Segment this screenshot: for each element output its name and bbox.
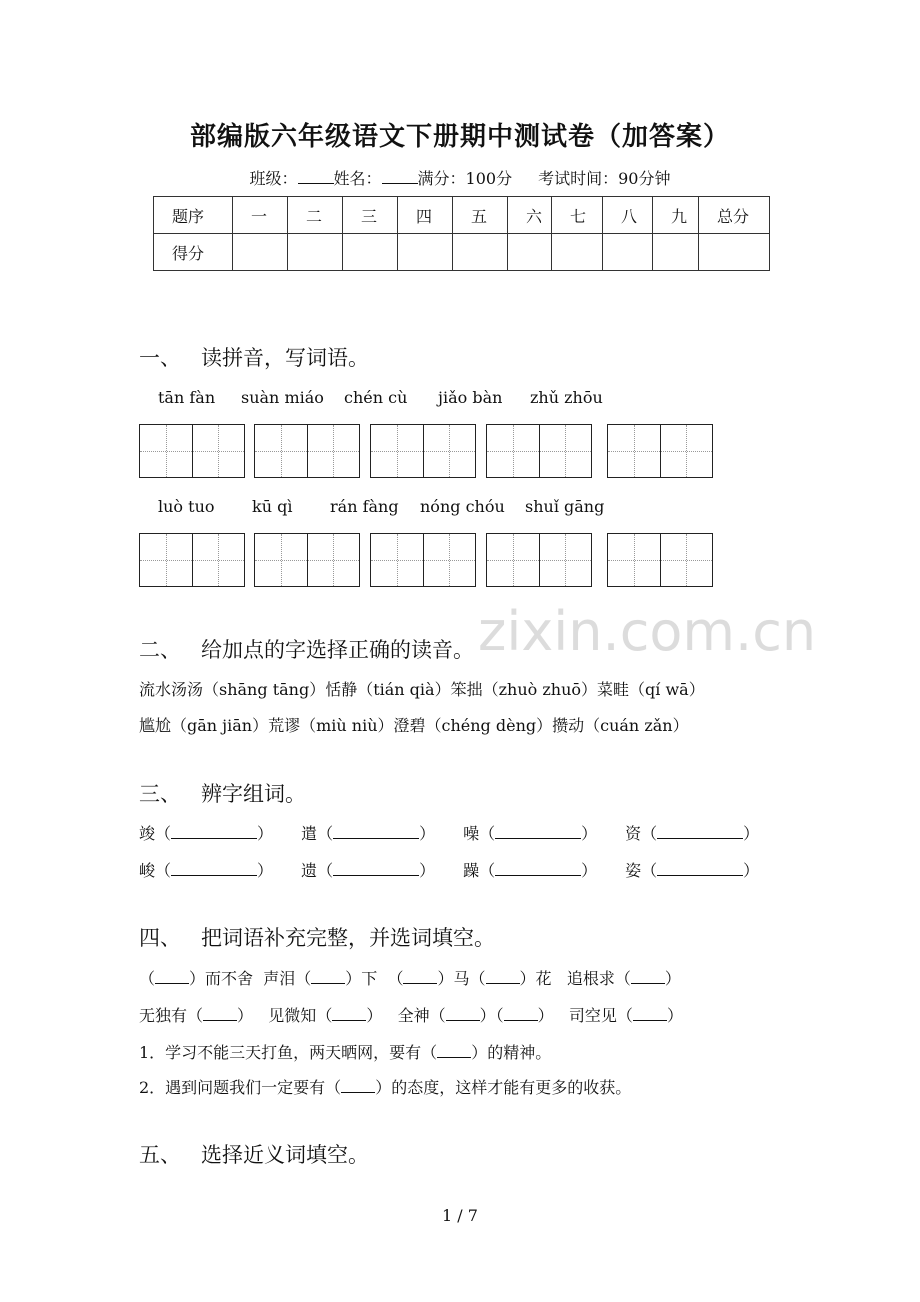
answer-blank[interactable]: [446, 1005, 480, 1021]
score-input-cell[interactable]: [288, 234, 343, 271]
question-text: ）的态度，这样才能有更多的收获。: [375, 1078, 632, 1097]
score-input-cell[interactable]: [343, 234, 398, 271]
class-label: 班级：: [249, 169, 298, 188]
idiom-fragment: 下: [361, 969, 378, 988]
answer-blank[interactable]: [333, 860, 419, 876]
answer-blank[interactable]: [437, 1042, 471, 1058]
writing-grid[interactable]: [370, 424, 476, 478]
score-cell: 五: [453, 197, 508, 234]
pinyin-label: shuǐ gāng: [525, 497, 605, 516]
section-number: 四、: [139, 926, 181, 950]
question-text: 2．遇到问题我们一定要有（: [139, 1078, 342, 1097]
fill-question-1: [139, 1040, 551, 1063]
character: 竣: [139, 824, 156, 843]
score-cell: 六: [508, 197, 552, 234]
answer-blank[interactable]: [486, 968, 520, 984]
character: 遗: [301, 861, 318, 880]
section-title: 读拼音，写词语。: [201, 346, 369, 370]
question-text: 1．学习不能三天打鱼，两天晒网，要有（: [139, 1043, 438, 1062]
pinyin-label: suàn miáo: [241, 388, 324, 407]
pinyin-label: zhǔ zhōu: [530, 388, 603, 407]
writing-grid[interactable]: [486, 533, 592, 587]
word-group-row: 峻（ ） 遗（ ） 躁（ ） 姿（ ）: [139, 861, 760, 880]
name-blank: [382, 169, 418, 184]
section-title: 把词语补充完整，并选词填空。: [201, 926, 495, 950]
score-input-cell[interactable]: [699, 234, 770, 271]
page-number: 1 / 7: [442, 1206, 478, 1225]
answer-blank[interactable]: [311, 968, 345, 984]
answer-blank[interactable]: [171, 860, 257, 876]
pinyin-label: jiǎo bàn: [438, 388, 503, 407]
section-1-heading: [139, 342, 369, 372]
idiom-fragment: 声泪: [263, 969, 296, 988]
score-input-cell[interactable]: [453, 234, 508, 271]
name-label: 姓名：: [333, 169, 382, 188]
score-table-header-row: [154, 197, 770, 234]
answer-blank[interactable]: [333, 823, 419, 839]
pinyin-label: kū qì: [252, 497, 293, 516]
idiom-fragment: 见微知: [268, 1006, 317, 1025]
writing-grid[interactable]: [607, 533, 713, 587]
answer-blank[interactable]: [504, 1005, 538, 1021]
writing-grid[interactable]: [370, 533, 476, 587]
score-input-cell[interactable]: [653, 234, 699, 271]
answer-blank[interactable]: [495, 823, 581, 839]
pinyin-label: nóng chóu: [420, 497, 505, 516]
pinyin-label: rán fàng: [330, 497, 399, 516]
idiom-row: 无独有（ ） 见微知（ ） 全神（ ）（ ） 司空见（ ）: [139, 1006, 683, 1025]
writing-grid[interactable]: [139, 424, 245, 478]
answer-blank[interactable]: [631, 968, 665, 984]
section-number: 二、: [139, 638, 181, 662]
answer-blank[interactable]: [495, 860, 581, 876]
score-row-label: 得分: [154, 234, 233, 271]
fill-question-2: [139, 1075, 631, 1098]
writing-grid[interactable]: [254, 424, 360, 478]
pinyin-label: luò tuo: [158, 497, 215, 516]
score-input-cell[interactable]: [508, 234, 552, 271]
idiom-fragment: 马: [453, 969, 470, 988]
pinyin-label: tān fàn: [158, 388, 216, 407]
score-cell: 三: [343, 197, 398, 234]
answer-blank[interactable]: [403, 968, 437, 984]
score-input-cell[interactable]: [552, 234, 603, 271]
score-table-score-row: [154, 234, 770, 271]
reading-question-line: 尴尬（gān jiān）荒谬（miù niù）澄碧（chéng dèng）攒动（cuán zǎn）: [139, 716, 689, 735]
score-cell: 九: [653, 197, 699, 234]
score-cell: 八: [603, 197, 653, 234]
idiom-fragment: 追根求: [566, 969, 615, 988]
score-input-cell[interactable]: [398, 234, 453, 271]
full-score: 满分：100分: [417, 169, 513, 188]
answer-blank[interactable]: [155, 968, 189, 984]
score-input-cell[interactable]: [603, 234, 653, 271]
section-2-heading: [139, 634, 474, 664]
idiom-fragment: 无独有: [139, 1006, 188, 1025]
section-4-heading: [139, 922, 495, 952]
score-cell: 四: [398, 197, 453, 234]
section-title: 辨字组词。: [201, 782, 306, 806]
character: 资: [625, 824, 642, 843]
exam-time: 考试时间：90分钟: [538, 169, 671, 188]
pinyin-label: chén cù: [344, 388, 408, 407]
writing-grid[interactable]: [486, 424, 592, 478]
character: 遣: [301, 824, 318, 843]
watermark: zixin.com.cn: [478, 600, 817, 663]
idiom-row: （ ）而不舍 声泪（ ）下 （ ）马（ ）花 追根求（ ）: [139, 969, 681, 988]
writing-grid[interactable]: [607, 424, 713, 478]
writing-grid[interactable]: [139, 533, 245, 587]
character: 躁: [463, 861, 480, 880]
score-cell: 七: [552, 197, 603, 234]
answer-blank[interactable]: [633, 1005, 667, 1021]
score-cell: 一: [233, 197, 288, 234]
character: 峻: [139, 861, 156, 880]
score-cell: 总分: [699, 197, 770, 234]
character: 姿: [625, 861, 642, 880]
answer-blank[interactable]: [657, 860, 743, 876]
idiom-fragment: 司空见: [568, 1006, 617, 1025]
score-input-cell[interactable]: [233, 234, 288, 271]
section-title: 选择近义词填空。: [201, 1143, 369, 1167]
answer-blank[interactable]: [341, 1077, 375, 1093]
answer-blank[interactable]: [171, 823, 257, 839]
word-group-row: 竣（ ） 遣（ ） 噪（ ） 资（ ）: [139, 824, 760, 843]
section-number: 五、: [139, 1143, 181, 1167]
score-cell: 题序: [154, 197, 233, 234]
section-5-heading: [139, 1139, 369, 1169]
exam-info: [0, 166, 920, 189]
class-blank: [298, 169, 334, 184]
idiom-fragment: 花: [535, 969, 552, 988]
page-title: 部编版六年级语文下册期中测试卷（加答案）: [189, 122, 730, 152]
section-number: 一、: [139, 346, 181, 370]
question-text: ）的精神。: [471, 1043, 552, 1062]
score-table: [153, 196, 770, 271]
section-3-heading: [139, 778, 306, 808]
writing-grid[interactable]: [254, 533, 360, 587]
section-title: 给加点的字选择正确的读音。: [201, 638, 474, 662]
answer-blank[interactable]: [657, 823, 743, 839]
idiom-fragment: 而不舍: [205, 969, 254, 988]
answer-blank[interactable]: [203, 1005, 237, 1021]
character: 噪: [463, 824, 480, 843]
idiom-fragment: 全神: [397, 1006, 430, 1025]
answer-blank[interactable]: [332, 1005, 366, 1021]
reading-question-line: 流水汤汤（shāng tāng）恬静（tián qià）笨拙（zhuò zhuō）菜畦（qí wā）: [139, 680, 705, 699]
score-cell: 二: [288, 197, 343, 234]
section-number: 三、: [139, 782, 181, 806]
